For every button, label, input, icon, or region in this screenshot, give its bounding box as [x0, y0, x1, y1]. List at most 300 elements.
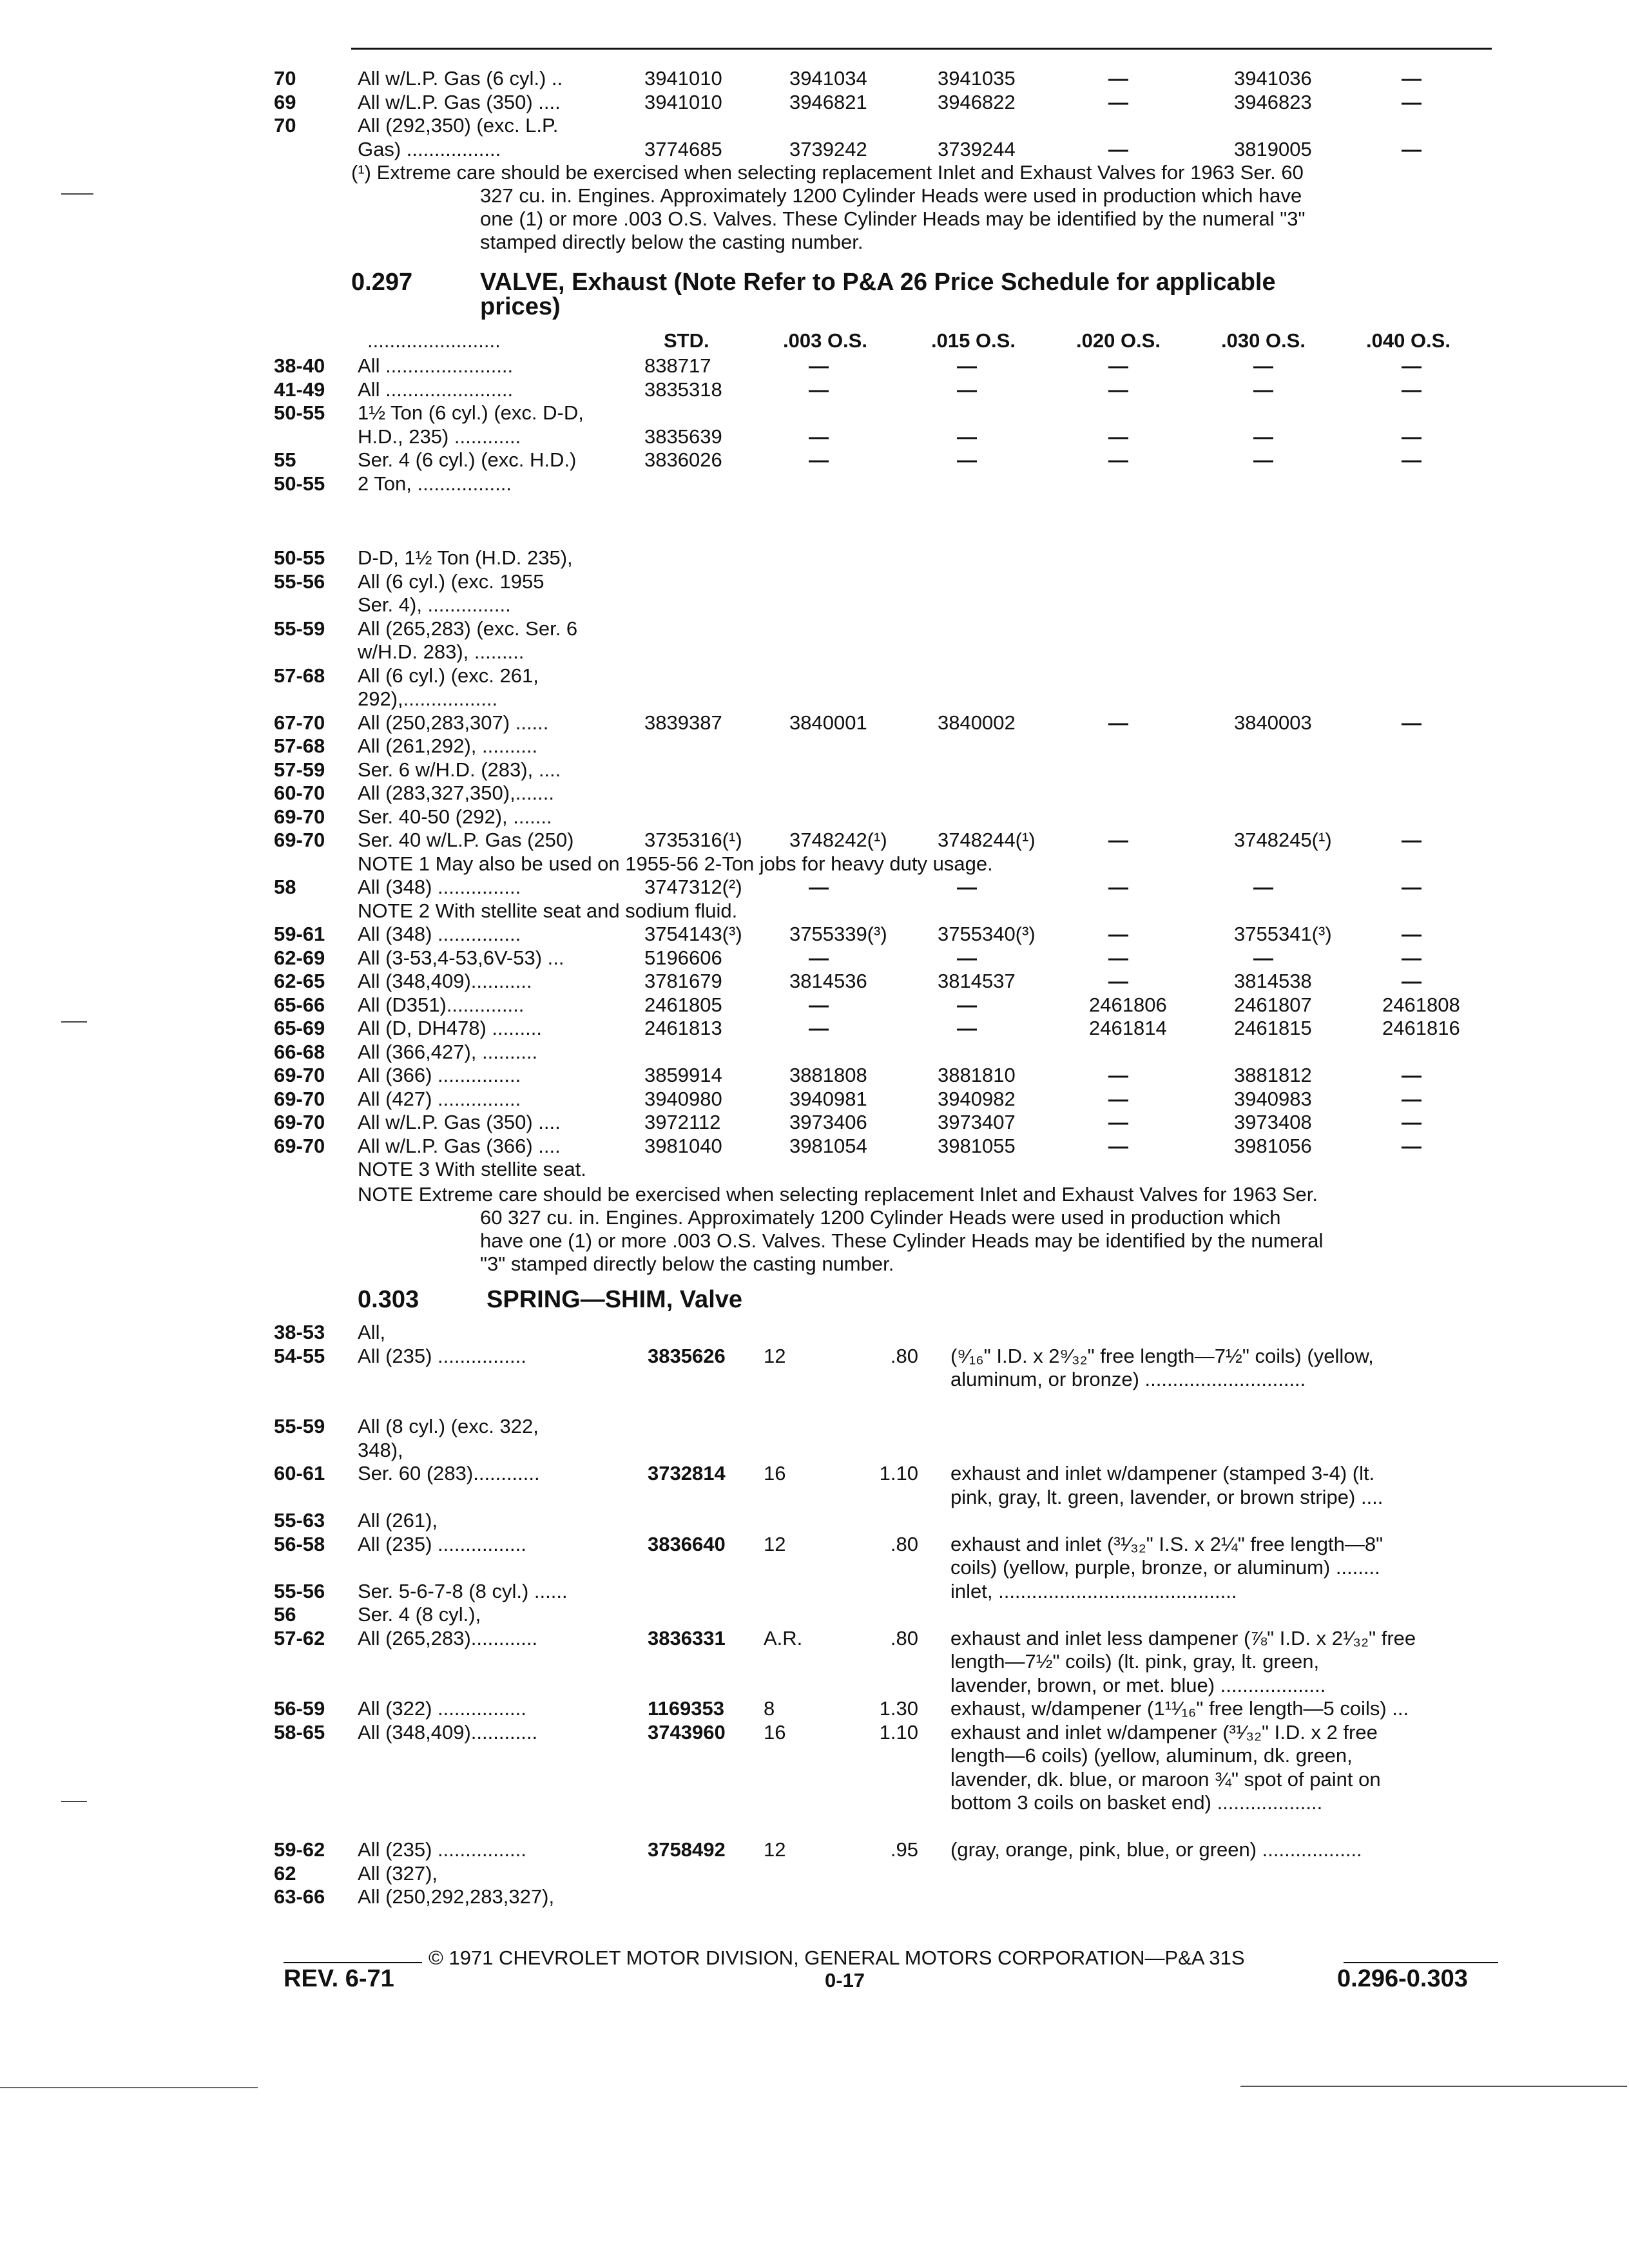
year-range: 65-69: [274, 1017, 325, 1039]
part-015: —: [957, 876, 977, 898]
part-003: 3881808: [789, 1064, 867, 1086]
part-040: —: [1402, 1064, 1422, 1086]
spring-description: inlet, ...........................................: [950, 1579, 1237, 1602]
table-row: [0, 1627, 1629, 1650]
part-030: 3941036: [1234, 67, 1312, 90]
part-040: 2461808: [1382, 993, 1460, 1016]
part-020: —: [1108, 354, 1128, 377]
part-number: 3836331: [648, 1626, 726, 1649]
part-015: —: [957, 354, 977, 377]
part-040: —: [1402, 923, 1422, 945]
year-range: 69-70: [274, 1111, 325, 1133]
application-desc: Ser. 4 (8 cyl.),: [358, 1603, 481, 1626]
table-row: [0, 546, 1629, 570]
part-number: 3743960: [648, 1720, 726, 1744]
application-desc: All (250,292,283,327),: [358, 1885, 555, 1908]
application-desc: Gas) .................: [358, 137, 501, 160]
table-row: [0, 758, 1629, 782]
part-015: 3981055: [938, 1134, 1016, 1157]
table-row: [0, 1603, 1629, 1626]
application-desc: All (3-53,4-53,6V-53) ...: [358, 946, 564, 969]
quantity: 12: [764, 1532, 786, 1555]
table-row: [0, 401, 1629, 425]
page-edge-line: [0, 2087, 258, 2088]
col-header-015: .015 O.S.: [931, 329, 1016, 352]
table-row: [0, 1650, 1629, 1673]
part-020: —: [1108, 946, 1128, 969]
table-row: [0, 1791, 1629, 1814]
application-desc: All (261),: [358, 1509, 438, 1532]
year-range: 58-65: [274, 1720, 325, 1744]
part-003: 3840001: [789, 711, 867, 734]
part-040: —: [1402, 137, 1422, 160]
application-desc: 1½ Ton (6 cyl.) (exc. D-D,: [358, 401, 584, 424]
header-dots: ........................: [367, 329, 501, 352]
table-row: [0, 1158, 1629, 1181]
table-row: [0, 1721, 1629, 1744]
year-range: 65-66: [274, 993, 325, 1016]
part-std: 2461813: [644, 1017, 722, 1039]
application-desc: 2 Ton, .................: [358, 472, 512, 495]
table-row: [0, 1345, 1629, 1368]
application-desc: 292),.................: [358, 687, 498, 710]
table-row: [0, 947, 1629, 970]
part-040: —: [1402, 711, 1422, 734]
table-row: [0, 1439, 1629, 1462]
table-row: [0, 138, 1629, 161]
part-040: 2461816: [1382, 1017, 1460, 1039]
application-desc: NOTE 3 With stellite seat.: [358, 1158, 586, 1180]
part-020: —: [1108, 970, 1128, 992]
application-desc: All (322) ................: [358, 1697, 526, 1720]
year-range: 60-70: [274, 782, 325, 804]
application-desc: D-D, 1½ Ton (H.D. 235),: [358, 546, 573, 569]
note-line: one (1) or more .003 O.S. Valves. These Cylinder Heads may be identified by the numeral "3": [480, 207, 1306, 230]
spring-description: exhaust and inlet w/dampener (³¹⁄₃₂" I.D. x 2 free: [950, 1720, 1378, 1744]
footer-rule-left: [284, 1962, 422, 1963]
part-003: —: [809, 993, 829, 1016]
part-std: 3835639: [644, 425, 722, 448]
table-row: [0, 91, 1629, 114]
spring-description: aluminum, or bronze) .............................: [950, 1368, 1306, 1390]
part-030: —: [1253, 378, 1273, 401]
year-range: 50-55: [274, 472, 325, 495]
year-range: 59-62: [274, 1838, 325, 1861]
year-range: 62-65: [274, 970, 325, 992]
part-003: —: [809, 378, 829, 401]
application-desc: All (8 cyl.) (exc. 322,: [358, 1415, 539, 1437]
part-040: —: [1402, 946, 1422, 969]
table-row: [0, 970, 1629, 993]
part-003: —: [809, 425, 829, 448]
year-range: 69-70: [274, 805, 325, 828]
year-range: 56-58: [274, 1532, 325, 1555]
part-030: 3940983: [1234, 1087, 1312, 1110]
part-015: —: [957, 993, 977, 1016]
spring-description: (gray, orange, pink, blue, or green) ..................: [950, 1838, 1362, 1861]
part-number: 3758492: [648, 1838, 726, 1861]
spring-description: exhaust and inlet (³¹⁄₃₂" I.S. x 2¼" free length—8": [950, 1532, 1383, 1555]
application-desc: All (235) ................: [358, 1838, 526, 1861]
spring-description: exhaust and inlet less dampener (⅞" I.D. x 2¹⁄₃₂" free: [950, 1626, 1416, 1649]
part-020: —: [1108, 448, 1128, 471]
application-desc: All,: [358, 1321, 386, 1343]
part-020: —: [1108, 90, 1128, 113]
year-range: 69: [274, 90, 296, 113]
year-range: 58: [274, 876, 296, 898]
top-rule: [351, 48, 1492, 50]
spring-description: lavender, dk. blue, or maroon ¾" spot of paint on: [950, 1767, 1381, 1791]
quantity: 8: [764, 1697, 775, 1720]
part-040: —: [1402, 90, 1422, 113]
application-desc: All (292,350) (exc. L.P.: [358, 114, 559, 137]
year-range: 69-70: [274, 1134, 325, 1157]
part-040: —: [1402, 829, 1422, 851]
table-row: [0, 664, 1629, 687]
year-range: 50-55: [274, 401, 325, 424]
col-header-020: .020 O.S.: [1076, 329, 1161, 352]
application-desc: All w/L.P. Gas (350) ....: [358, 1111, 561, 1133]
part-020: —: [1108, 378, 1128, 401]
quantity: 12: [764, 1838, 786, 1861]
application-desc: Ser. 60 (283)............: [358, 1462, 540, 1485]
section-number-0297: 0.297: [351, 269, 413, 296]
part-std: 3981040: [644, 1134, 722, 1157]
quantity: 16: [764, 1462, 786, 1485]
footer-rule-right: [1344, 1962, 1498, 1963]
spring-description: length—7½" coils) (lt. pink, gray, lt. green,: [950, 1650, 1320, 1673]
part-030: 3881812: [1234, 1064, 1312, 1086]
part-020: —: [1108, 1087, 1128, 1110]
application-desc: All (D351)..............: [358, 993, 525, 1016]
section-title-0297-cont: prices): [480, 293, 561, 320]
length: 1.10: [879, 1720, 918, 1744]
year-range: 66-68: [274, 1040, 325, 1063]
part-020: —: [1108, 1111, 1128, 1133]
part-030: 2461807: [1234, 993, 1312, 1016]
application-desc: H.D., 235) ............: [358, 425, 521, 448]
application-desc: All w/L.P. Gas (6 cyl.) ..: [358, 67, 563, 90]
year-range: 55-56: [274, 570, 325, 593]
table-row: [0, 923, 1629, 946]
spring-description: length—6 coils) (yellow, aluminum, dk. green,: [950, 1744, 1353, 1767]
section-title-0297: VALVE, Exhaust (Note Refer to P&A 26 Price Schedule for applicable: [480, 269, 1276, 296]
part-020: —: [1108, 1134, 1128, 1157]
table-row: [0, 1486, 1629, 1509]
part-003: 3981054: [789, 1134, 867, 1157]
part-030: 3748245(¹): [1234, 829, 1332, 851]
year-range: 70: [274, 67, 296, 90]
part-003: 3946821: [789, 90, 867, 113]
application-desc: NOTE 1 May also be used on 1955-56 2-Ton jobs for heavy duty usage.: [358, 852, 993, 875]
year-range: 55-63: [274, 1509, 325, 1532]
section-number-0303: 0.303: [358, 1286, 419, 1313]
part-015: 3941035: [938, 67, 1016, 90]
section-range: 0.296-0.303: [1337, 1965, 1468, 1992]
part-std: 5196606: [644, 946, 722, 969]
table-row: [0, 805, 1629, 829]
table-row: [0, 617, 1629, 640]
year-range: 70: [274, 114, 296, 137]
application-desc: All (6 cyl.) (exc. 1955: [358, 570, 545, 593]
table-row: [0, 735, 1629, 758]
revision-label: REV. 6-71: [284, 1965, 394, 1992]
part-015: —: [957, 1017, 977, 1039]
part-number: 3836640: [648, 1532, 726, 1555]
part-040: —: [1402, 354, 1422, 377]
table-row: [0, 1111, 1629, 1134]
part-std: 3754143(³): [644, 923, 742, 945]
year-range: 62: [274, 1861, 296, 1885]
note-line: NOTE Extreme care should be exercised when selecting replacement Inlet and Exhaust Valves for 1963 Ser.: [358, 1183, 1318, 1206]
note-line: "3" stamped directly below the casting number.: [480, 1253, 894, 1275]
application-desc: Ser. 4 (6 cyl.) (exc. H.D.): [358, 448, 577, 471]
application-desc: Ser. 5-6-7-8 (8 cyl.) ......: [358, 1579, 568, 1602]
part-std: 838717: [644, 354, 711, 377]
part-020: —: [1108, 923, 1128, 945]
year-range: 57-62: [274, 1626, 325, 1649]
year-range: 59-61: [274, 923, 325, 945]
table-row: [0, 1064, 1629, 1087]
year-range: 55-59: [274, 1415, 325, 1437]
spring-description: coils) (yellow, purple, bronze, or aluminum) ........: [950, 1556, 1380, 1579]
year-range: 69-70: [274, 829, 325, 851]
part-015: —: [957, 425, 977, 448]
part-030: 3814538: [1234, 970, 1312, 992]
part-020: —: [1108, 711, 1128, 734]
page-edge-line: [1240, 2086, 1627, 2087]
year-range: 55-59: [274, 617, 325, 640]
part-030: —: [1253, 425, 1273, 448]
part-003: —: [809, 946, 829, 969]
application-desc: Ser. 40 w/L.P. Gas (250): [358, 829, 574, 851]
table-row: [0, 1580, 1629, 1603]
part-std: 3859914: [644, 1064, 722, 1086]
table-row: [0, 354, 1629, 378]
application-desc: All .......................: [358, 378, 514, 401]
part-015: 3973407: [938, 1111, 1016, 1133]
page-number: 0-17: [825, 1969, 865, 1992]
part-003: —: [809, 1017, 829, 1039]
part-015: 3881810: [938, 1064, 1016, 1086]
part-std: 3941010: [644, 67, 722, 90]
application-desc: All (366) ...............: [358, 1064, 521, 1086]
part-040: —: [1402, 1134, 1422, 1157]
application-desc: All (348) ...............: [358, 876, 521, 898]
table-row: [0, 448, 1629, 472]
table-row: [0, 1041, 1629, 1064]
part-015: —: [957, 378, 977, 401]
part-030: —: [1253, 448, 1273, 471]
table-row: [0, 593, 1629, 617]
col-header-030: .030 O.S.: [1221, 329, 1306, 352]
part-030: —: [1253, 354, 1273, 377]
application-desc: All (265,283)............: [358, 1626, 538, 1649]
col-header-003: .003 O.S.: [783, 329, 867, 352]
table-row: [0, 570, 1629, 593]
note-line: 60 327 cu. in. Engines. Approximately 1200 Cylinder Heads were used in production which: [480, 1206, 1281, 1229]
year-range: 56: [274, 1603, 296, 1626]
part-003: 3941034: [789, 67, 867, 90]
table-row: [0, 1462, 1629, 1485]
part-015: 3748244(¹): [938, 829, 1036, 851]
part-003: —: [809, 354, 829, 377]
part-number: 3835626: [648, 1344, 726, 1367]
part-030: —: [1253, 876, 1273, 898]
margin-mark: [61, 193, 93, 195]
part-020: —: [1108, 876, 1128, 898]
part-std: 3836026: [644, 448, 722, 471]
table-row: [0, 378, 1629, 401]
spring-description: lavender, brown, or met. blue) ...................: [950, 1673, 1326, 1696]
spring-description: bottom 3 coils on basket end) ...................: [950, 1791, 1323, 1814]
part-003: 3973406: [789, 1111, 867, 1133]
table-row: [0, 67, 1629, 90]
part-040: —: [1402, 448, 1422, 471]
part-003: 3748242(¹): [789, 829, 887, 851]
application-desc: All (250,283,307) ......: [358, 711, 549, 734]
length: .80: [890, 1532, 918, 1555]
copyright-line: © 1971 CHEVROLET MOTOR DIVISION, GENERAL MOTORS CORPORATION—P&A 31S: [429, 1946, 1245, 1969]
part-015: 3814537: [938, 970, 1016, 992]
quantity: 16: [764, 1720, 786, 1744]
table-row: [0, 1768, 1629, 1791]
part-003: 3940981: [789, 1087, 867, 1110]
part-number: 3732814: [648, 1462, 726, 1485]
table-row: [0, 1744, 1629, 1767]
table-row: [0, 1017, 1629, 1040]
length: .95: [890, 1838, 918, 1861]
part-015: 3755340(³): [938, 923, 1036, 945]
part-015: —: [957, 448, 977, 471]
note-line: (¹) Extreme care should be exercised when selecting replacement Inlet and Exhaust Valves for 1963 Ser. 60: [351, 161, 1304, 184]
part-std: 3747312(²): [644, 876, 742, 898]
table-row: [0, 876, 1629, 899]
part-030: 3946823: [1234, 90, 1312, 113]
table-row: [0, 994, 1629, 1017]
application-desc: Ser. 6 w/H.D. (283), ....: [358, 758, 561, 781]
part-030: 3819005: [1234, 137, 1312, 160]
part-003: 3814536: [789, 970, 867, 992]
table-row: [0, 1862, 1629, 1885]
part-020: 2461806: [1089, 993, 1167, 1016]
part-020: —: [1108, 137, 1128, 160]
table-row: [0, 1815, 1629, 1838]
part-015: 3739244: [938, 137, 1016, 160]
year-range: 38-53: [274, 1321, 325, 1343]
year-range: 57-68: [274, 735, 325, 757]
table-row: [0, 711, 1629, 735]
part-040: —: [1402, 970, 1422, 992]
part-015: 3840002: [938, 711, 1016, 734]
table-row: [0, 852, 1629, 876]
application-desc: All (235) ................: [358, 1344, 526, 1367]
year-range: 67-70: [274, 711, 325, 734]
part-std: 2461805: [644, 993, 722, 1016]
year-range: 55: [274, 448, 296, 471]
application-desc: All (6 cyl.) (exc. 261,: [358, 664, 539, 687]
application-desc: NOTE 2 With stellite seat and sodium fluid.: [358, 899, 738, 922]
part-040: —: [1402, 876, 1422, 898]
table-row: [0, 114, 1629, 137]
spring-description: exhaust and inlet w/dampener (stamped 3-4) (lt.: [950, 1462, 1375, 1485]
year-range: 57-68: [274, 664, 325, 687]
note-line: stamped directly below the casting number.: [480, 231, 863, 253]
application-desc: Ser. 4), ...............: [358, 593, 511, 616]
part-040: —: [1402, 1111, 1422, 1133]
year-range: 54-55: [274, 1344, 325, 1367]
part-std: 3940980: [644, 1087, 722, 1110]
table-row: [0, 425, 1629, 448]
application-desc: 348),: [358, 1438, 403, 1461]
table-row: [0, 1885, 1629, 1908]
part-020: 2461814: [1089, 1017, 1167, 1039]
part-std: 3774685: [644, 137, 722, 160]
part-040: —: [1402, 67, 1422, 90]
part-040: —: [1402, 378, 1422, 401]
part-030: —: [1253, 946, 1273, 969]
table-row: [0, 687, 1629, 711]
part-030: 3755341(³): [1234, 923, 1332, 945]
part-std: 3835318: [644, 378, 722, 401]
col-header-std: STD.: [664, 329, 709, 352]
note-line: 327 cu. in. Engines. Approximately 1200 Cylinder Heads were used in production which have: [480, 184, 1302, 207]
length: .80: [890, 1626, 918, 1649]
application-desc: Ser. 40-50 (292), .......: [358, 805, 552, 828]
year-range: 62-69: [274, 946, 325, 969]
length: 1.10: [879, 1462, 918, 1485]
part-020: —: [1108, 425, 1128, 448]
application-desc: All w/L.P. Gas (350) ....: [358, 90, 561, 113]
part-030: 3981056: [1234, 1134, 1312, 1157]
length: .80: [890, 1344, 918, 1367]
part-003: —: [809, 876, 829, 898]
year-range: 56-59: [274, 1697, 325, 1720]
quantity: 12: [764, 1344, 786, 1367]
table-row: [0, 1321, 1629, 1344]
application-desc: All (265,283) (exc. Ser. 6: [358, 617, 578, 640]
part-003: —: [809, 448, 829, 471]
year-range: 41-49: [274, 378, 325, 401]
application-desc: All (283,327,350),.......: [358, 782, 555, 804]
table-row: [0, 1368, 1629, 1391]
year-range: 63-66: [274, 1885, 325, 1908]
note-line: have one (1) or more .003 O.S. Valves. These Cylinder Heads may be identified by the numeral: [480, 1229, 1324, 1252]
part-030: 2461815: [1234, 1017, 1312, 1039]
table-row: [0, 472, 1629, 495]
year-range: 57-59: [274, 758, 325, 781]
application-desc: All (348,409)...........: [358, 970, 532, 992]
section-title-0303: SPRING—SHIM, Valve: [487, 1286, 743, 1313]
application-desc: All (427) ...............: [358, 1087, 521, 1110]
part-020: —: [1108, 829, 1128, 851]
part-015: 3946822: [938, 90, 1016, 113]
part-003: 3739242: [789, 137, 867, 160]
table-row: [0, 1088, 1629, 1111]
part-020: —: [1108, 1064, 1128, 1086]
application-desc: w/H.D. 283), .........: [358, 640, 525, 663]
table-row: [0, 829, 1629, 852]
year-range: 69-70: [274, 1087, 325, 1110]
year-range: 60-61: [274, 1462, 325, 1485]
table-row: [0, 1509, 1629, 1532]
part-number: 1169353: [648, 1697, 724, 1720]
application-desc: All (261,292), ..........: [358, 735, 538, 757]
application-desc: All w/L.P. Gas (366) ....: [358, 1134, 561, 1157]
table-row: [0, 899, 1629, 923]
year-range: 69-70: [274, 1064, 325, 1086]
part-040: —: [1402, 1087, 1422, 1110]
